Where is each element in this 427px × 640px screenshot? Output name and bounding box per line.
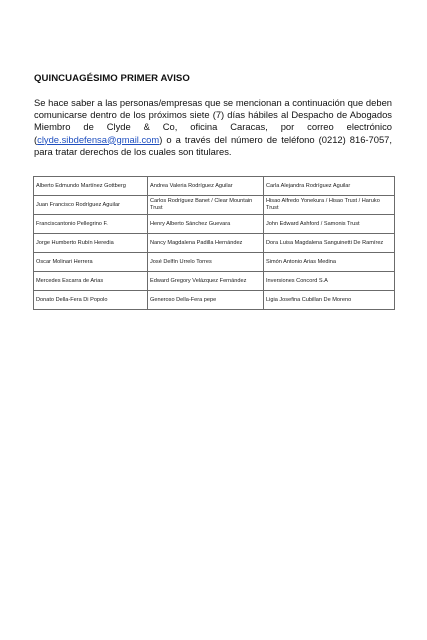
table-cell: Mercedes Escarra de Arias (34, 272, 148, 291)
table-cell: Carla Alejandra Rodríguez Aguilar (264, 177, 395, 196)
table-cell: Alberto Edmundo Martínez Gottberg (34, 177, 148, 196)
table-row (34, 215, 395, 234)
table-row (34, 272, 395, 291)
notice-text-before-email: Se hace saber a las personas/empresas que se mencionan a continuación que deben comunicarse dentro de los próximos siete (7) días hábiles al Despacho de Abogados Miembro de Clyde & Co, oficina Caracas, por correo electrónico ( (34, 97, 392, 145)
names-table (33, 176, 395, 310)
table-cell: Nancy Magdalena Padilla Hernández (148, 234, 264, 253)
table-cell: Carlos Rodríguez Banet / Clear Mountain Trust (148, 196, 264, 215)
table-row (34, 291, 395, 310)
table-cell: Jorge Humberto Rubín Heredia (34, 234, 148, 253)
table-row (34, 253, 395, 272)
table-cell: Hisao Alfredo Yonekura / Hisao Trust / Haruko Trust (264, 196, 395, 215)
table-cell: Generoso Della-Fera pepe (148, 291, 264, 310)
table-row (34, 234, 395, 253)
table-cell: Juan Francisco Rodríguez Aguilar (34, 196, 148, 215)
table-cell: Oscar Molinari Herrera (34, 253, 148, 272)
table-cell: Franciscantonio Pellegrino F. (34, 215, 148, 234)
table-cell: Donato Della-Fera Di Popolo (34, 291, 148, 310)
table-row (34, 196, 395, 215)
contact-email-link[interactable]: clyde.sibdefensa@gmail.com (37, 133, 160, 145)
table-cell: Andrea Valeria Rodríguez Aguilar (148, 177, 264, 196)
table-row (34, 177, 395, 196)
table-cell: José Delfín Urrelo Torres (148, 253, 264, 272)
table-cell: Edward Gregory Velázquez Fernández (148, 272, 264, 291)
table-cell: Ligia Josefina Cubillan De Moreno (264, 291, 395, 310)
notice-text-after-email: ) o a través del número de teléfono (0212) 816-7057, para tratar derechos de los cuales son titulares. (34, 133, 392, 157)
table-cell: Inversiones Concord S.A (264, 272, 395, 291)
table-cell: Simón Antonio Arias Medina (264, 253, 395, 272)
notice-heading: QUINCUAGÉSIMO PRIMER AVISO (34, 73, 190, 84)
table-cell: Dora Luisa Magdalena Sanguinetti De Ramírez (264, 234, 395, 253)
table-cell: Henry Alberto Sánchez Guevara (148, 215, 264, 234)
notice-paragraph (34, 97, 392, 158)
table-cell: John Edward Ashford / Samonis Trust (264, 215, 395, 234)
